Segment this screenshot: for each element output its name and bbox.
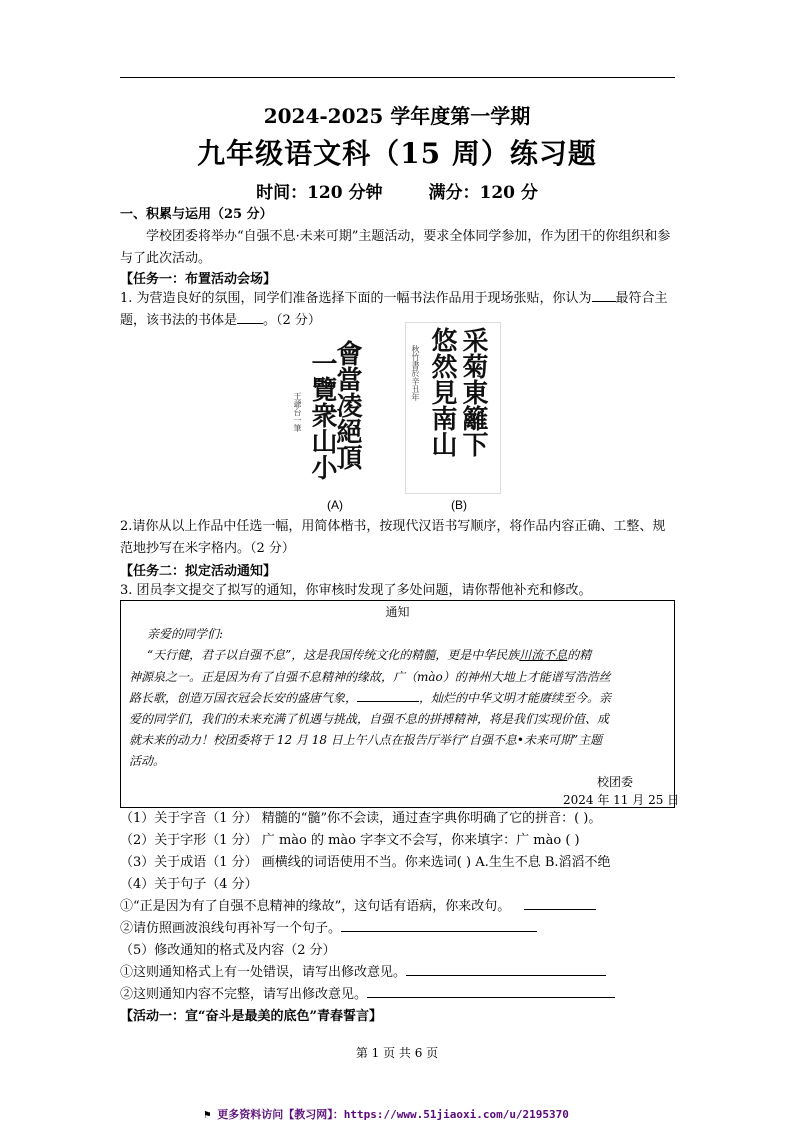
activity-heading: 【活动一：宣“奋斗是最美的底色”青春誓言】: [120, 1009, 382, 1024]
exam-title: 九年级语文科（15 周）练习题: [197, 137, 597, 170]
answer-line[interactable]: [406, 975, 606, 976]
notice-line: 路长歌，创造万国衣冠会长安的盛唐气象， ，灿烂的中华文明才能赓续至今。亲: [129, 691, 612, 705]
notice-org: 校团委: [597, 775, 634, 789]
subquestion-4-2: ②请仿照画波浪线句再补写一个句子。: [120, 920, 537, 938]
calligraphy-a-signature: 王爺台一筆: [293, 392, 302, 432]
subquestion-4-1: ①“正是因为有了自强不息精神的缘故”，这句话有语病，你来改句。: [120, 898, 596, 916]
calligraphy-b-label: (B): [451, 498, 467, 512]
underlined-idiom: 川流不息: [519, 648, 568, 662]
exam-time: 时间：120 分钟: [256, 183, 383, 203]
calligraphy-a-label: (A): [327, 498, 343, 512]
subquestion-3: （3）关于成语（1 分） 画横线的词语使用不当。你来选词( ) A.生生不息 B.滔滔不绝: [120, 855, 611, 870]
notice-title: 通知: [385, 605, 410, 619]
calligraphy-a-col1: 會當凌絕頂: [332, 340, 362, 470]
notice-line: 就未来的动力！校团委将于 12 月 18 日上午八点在报告厅举行“自强不息•未来可期”主题: [129, 733, 603, 747]
notice-greeting: 亲爱的同学们:: [147, 627, 224, 641]
subquestion-5: （5）修改通知的格式及内容（2 分）: [120, 943, 336, 958]
answer-blank[interactable]: [357, 701, 419, 702]
page-number: 第 1 页 共 6 页: [355, 1046, 439, 1060]
calligraphy-b-col1: 采菊東籬下: [458, 327, 488, 457]
answer-line[interactable]: [524, 909, 596, 910]
task2-heading: 【任务二：拟定活动通知】: [120, 564, 277, 579]
answer-line[interactable]: [367, 997, 615, 998]
answer-blank[interactable]: [237, 323, 263, 324]
exam-term: 2024-2025 学年度第一学期: [263, 104, 531, 128]
notice-date: 2024 年 11 月 25 日: [563, 793, 680, 807]
notice-line: 活动。: [129, 754, 166, 768]
subquestion-4: （4）关于句子（4 分）: [120, 877, 258, 892]
answer-blank[interactable]: [592, 301, 616, 302]
question-3: 3. 团员李文提交了拟写的通知，你审核时发现了多处问题，请你帮他补充和修改。: [120, 583, 592, 598]
exam-score: 满分：120 分: [428, 183, 538, 203]
section-intro: 学校团委将举办“自强不息·未来可期”主题活动，要求全体同学参加，作为团干的你组织和参与了此次活动。: [120, 229, 671, 266]
flag-icon: ⚑: [204, 1108, 218, 1121]
subquestion-1: （1）关于字音（1 分） 精髓的“髓”你不会读，通过查字典你明确了它的拼音：( )。: [120, 811, 602, 826]
header-rule: [120, 77, 675, 78]
promo-link[interactable]: ⚑ 更多资料访问【教习网】：https://www.51jiaoxi.com/u/2195370: [204, 1108, 569, 1121]
notice-line: 神源泉之一。正是因为有了自强不息精神的缘故，广（mào）的神州大地上才能谱写浩浩丝: [129, 670, 611, 684]
exam-meta: [0, 178, 794, 203]
calligraphy-a-col2: 一覽衆山小: [307, 350, 337, 480]
section-heading: 一、积累与运用（25 分）: [120, 207, 273, 222]
subquestion-5-1: ①这则通知格式上有一处错误，请写出修改意见。: [120, 964, 606, 982]
subquestion-2: （2）关于字形（1 分） 广 mào 的 mào 字李文不会写，你来填字：广 mào ( ): [120, 833, 580, 848]
notice-box: [120, 600, 680, 808]
question-1: 1. 为营造良好的氛围，同学们准备选择下面的一幅书法作品用于现场张贴，你认为 最符合主题，该书法的书体是 。（2 分）: [120, 291, 668, 328]
subquestion-5-2: ②这则通知内容不完整，请写出修改意见。: [120, 986, 615, 1004]
question-2: 2.请你从以上作品中任选一幅，用简体楷书，按现代汉语书写顺序，将作品内容正确、工整、规范地抄写在米字格内。（2 分）: [120, 519, 666, 556]
task1-heading: 【任务一：布置活动会场】: [120, 272, 277, 287]
notice-line: “天行健，君子以自强不息”，这是我国传统文化的精髓，更是中华民族川流不息的精: [147, 648, 592, 662]
calligraphy-b-signature: 秋竹書於辛丑年: [411, 345, 420, 401]
notice-line: 爱的同学们，我们的未来充满了机遇与挑战，自强不息的拼搏精神，将是我们实现价值、成: [129, 712, 610, 726]
calligraphy-b-col2: 悠然見南山: [427, 327, 457, 457]
answer-line[interactable]: [341, 931, 537, 932]
